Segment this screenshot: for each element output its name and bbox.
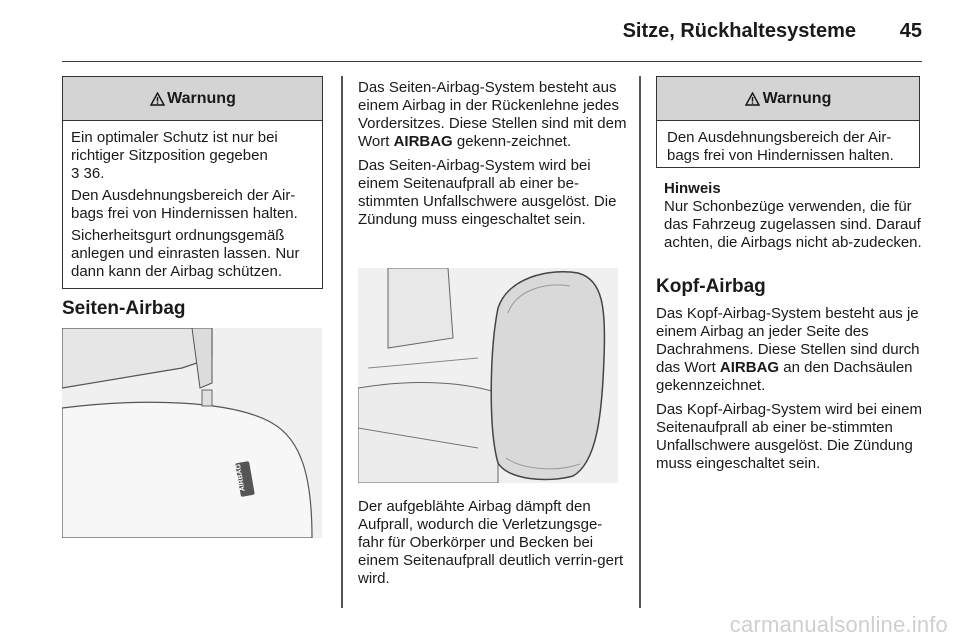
warning-heading-text: Warnung — [762, 89, 832, 107]
text-segment: an den Dachsäulen gekennzeichnet. — [656, 359, 913, 394]
seat-backrest-illustration — [62, 328, 322, 538]
warning-text: Ein optimaler Schutz ist nur bei richtiger Sitzposition gegeben — [71, 129, 278, 164]
text-segment: Das Kopf-Airbag-System besteht aus je einem Airbag an jeder Seite des Dachrahmens. Diese Stellen sind durch das Wort — [656, 305, 920, 376]
section-heading-seiten-airbag: Seiten-Airbag — [62, 298, 186, 319]
warning-triangle-icon — [745, 92, 761, 106]
warning-text: Den Ausdehnungsbereich der Air-bags frei von Hindernissen halten. — [71, 187, 298, 222]
paragraph: Das Seiten-Airbag-System wird bei einem Seitenaufprall ab einer be-stimmten Unfallschwere ausgelöst. Die Zündung muss eingeschaltet sein. — [358, 157, 617, 228]
airbag-label: AIRBAG — [234, 463, 247, 492]
paragraph — [656, 305, 924, 395]
page-number: 45 — [899, 20, 922, 42]
warning-heading — [63, 77, 322, 121]
airbag-caption: Der aufgeblähte Airbag dämpft den Aufprall, wodurch die Verletzungsge-fahr für Oberkörper und Becken bei einem Seitenaufprall deutlich verrin-gert wird. — [358, 498, 624, 587]
warning-triangle-icon — [149, 92, 165, 106]
column-divider — [639, 76, 641, 608]
warning-box — [656, 76, 920, 168]
paragraph: Das Kopf-Airbag-System wird bei einem Seitenaufprall ab einer be-stimmten Unfallschwere ausgelöst. Die Zündung muss eingeschaltet sein. — [656, 401, 922, 472]
inflated-side-airbag-illustration — [358, 268, 618, 483]
seiten-airbag-description — [358, 79, 628, 235]
page-title: Sitze, Rückhaltesysteme — [622, 20, 856, 42]
text-segment: gekenn-zeichnet. — [452, 133, 572, 150]
column-divider — [341, 76, 343, 608]
warning-box — [62, 76, 323, 289]
kopf-airbag-description — [656, 305, 924, 479]
note-block — [664, 180, 922, 252]
airbag-keyword: AIRBAG — [719, 359, 780, 376]
warning-heading-text: Warnung — [167, 89, 236, 107]
section-heading-kopf-airbag: Kopf-Airbag — [656, 276, 766, 297]
text-segment: Das Seiten-Airbag-System besteht aus einem Airbag in der Rückenlehne jedes Vordersitzes. Diese Stellen sind mit dem Wort — [358, 79, 627, 150]
note-text: Nur Schonbezüge verwenden, die für das Fahrzeug zugelassen sind. Darauf achten, die Airbags nicht ab-zudecken. — [664, 198, 922, 251]
warning-page-reference: 3 36. — [71, 165, 105, 182]
note-heading: Hinweis — [664, 180, 721, 197]
airbag-keyword: AIRBAG — [393, 133, 453, 150]
paragraph — [358, 79, 628, 151]
watermark: carmanualsonline.info — [729, 612, 948, 637]
warning-text: Sicherheitsgurt ordnungsgemäß anlegen und einrasten lassen. Nur dann kann der Airbag schützen. — [71, 227, 300, 280]
warning-text: Den Ausdehnungsbereich der Air-bags frei von Hindernissen halten. — [667, 129, 894, 164]
page-header — [62, 0, 922, 62]
warning-heading — [657, 77, 919, 121]
